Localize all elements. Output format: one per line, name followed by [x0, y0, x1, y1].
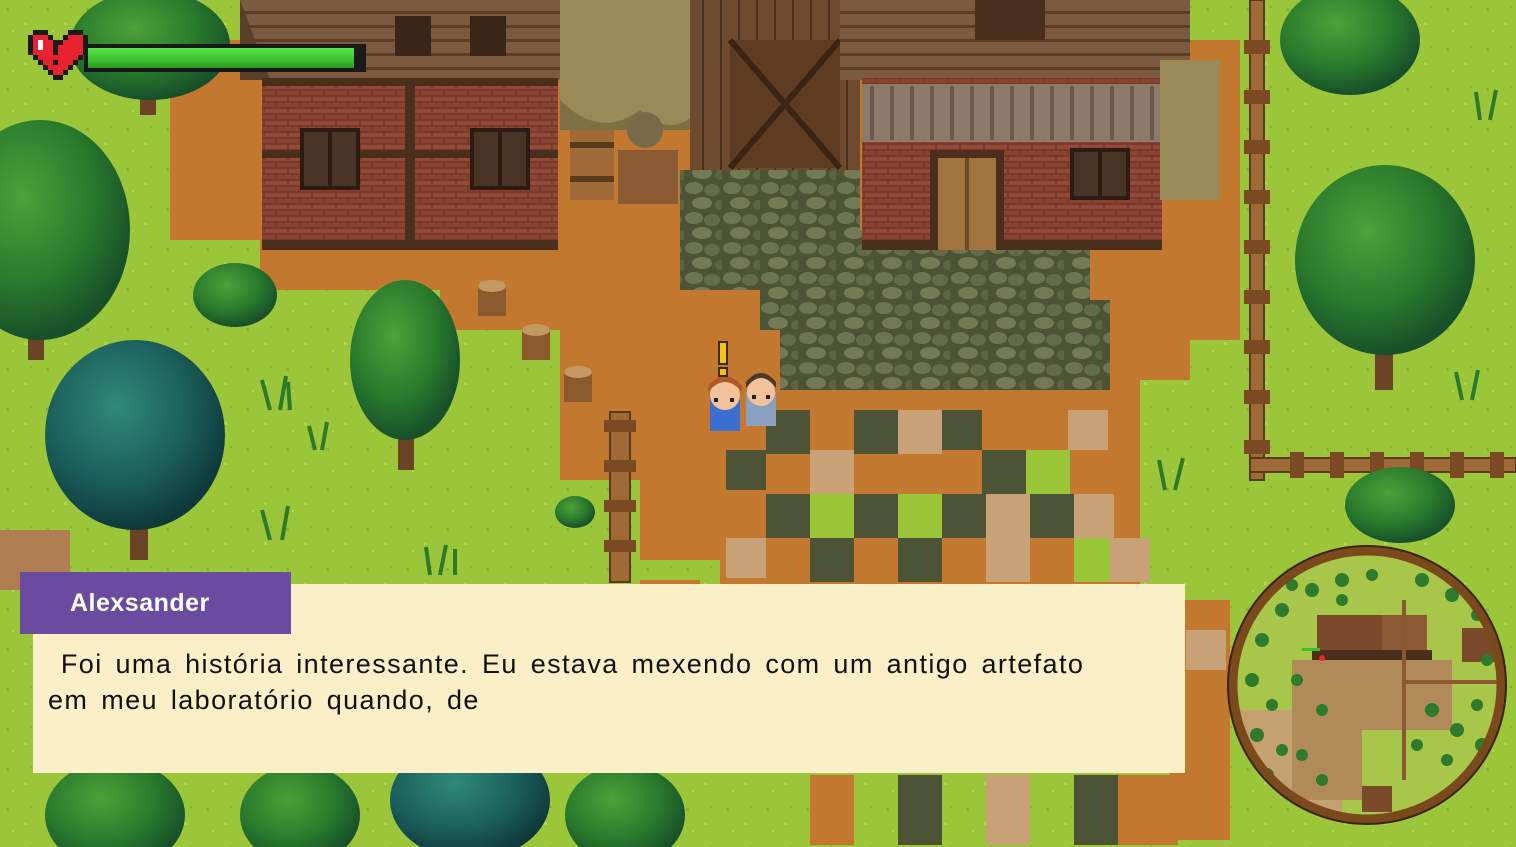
minimap[interactable] [1222, 540, 1512, 830]
health-fill [88, 48, 354, 68]
health-bar [28, 30, 340, 80]
npc-alexsander[interactable] [746, 373, 776, 426]
heart-icon [28, 30, 88, 80]
player-character [708, 376, 742, 431]
speaker-name: Alexsander [20, 572, 291, 634]
exclamation-icon [719, 342, 727, 376]
dialog-text: Foi uma história interessante. Eu estava mexendo com um antigo artefato em meu laboratório quando, de [48, 649, 1085, 715]
health-track [84, 44, 366, 72]
